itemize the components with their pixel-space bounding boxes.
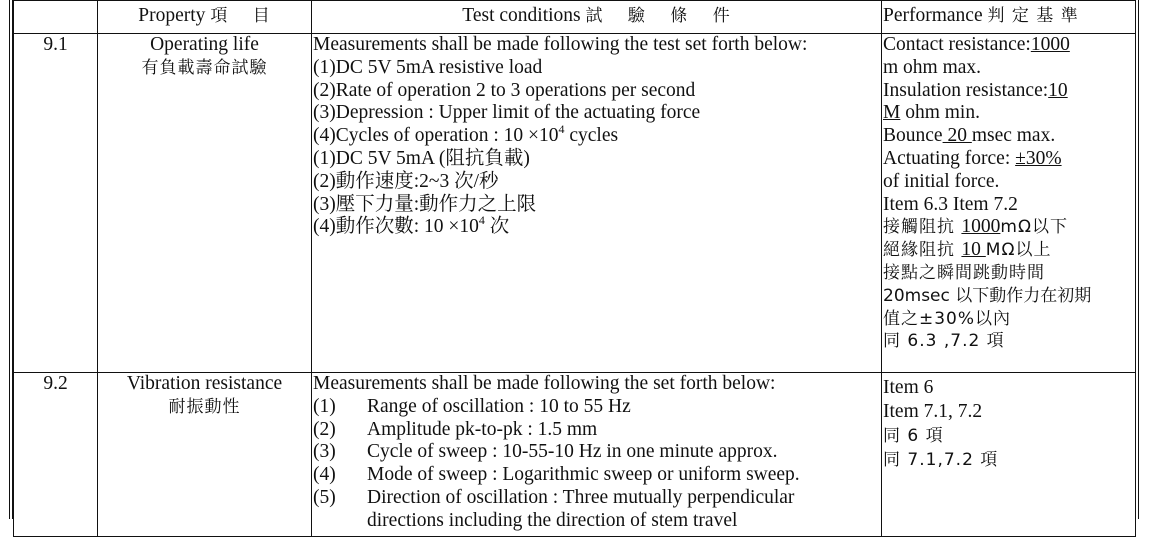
spec-table	[13, 0, 1136, 537]
perf-zh-contact	[883, 216, 1134, 239]
perf-zh-contact-value: 1000	[961, 216, 1001, 238]
perf-zh-insulation	[883, 239, 1134, 262]
test-cycles-prefix: (4)Cycles of operation : 10 ×10	[313, 125, 559, 147]
test-item-text: Range of oscillation : 10 to 55 Hz	[367, 395, 631, 417]
perf-contact-label: Contact resistance:	[883, 34, 1031, 55]
perf-insulation-value: 10	[1048, 79, 1068, 101]
header-property-zh: 項 目	[210, 6, 271, 26]
test-item	[313, 419, 880, 442]
header-performance-en: Performance	[883, 5, 983, 26]
perf-insulation-unit-rest: ohm min.	[900, 102, 980, 124]
test-item	[313, 487, 880, 510]
property-en: Operating life	[150, 34, 259, 55]
perf-zh-bounce: 接點之瞬間跳動時間	[883, 262, 1045, 283]
perf-zh-insul-value: 10	[961, 239, 986, 261]
test-item-number: (5)	[313, 486, 336, 508]
perf-zh-initial: 值之±30%以內	[883, 308, 1012, 329]
test-item-text: directions including the direction of stem travel	[367, 509, 738, 531]
test-zh-cycles-prefix: (4)動作次數: 10 ×10	[313, 216, 479, 238]
property-cell	[98, 373, 312, 537]
spec-table-frame	[9, 0, 1139, 531]
perf-zh-contact-unit: mΩ以下	[1000, 217, 1068, 238]
property-cell	[98, 34, 312, 373]
test-cycles-line	[313, 122, 880, 148]
perf-contact-value: 1000	[1030, 34, 1070, 55]
header-test	[312, 1, 882, 34]
test-item	[313, 510, 880, 533]
perf-bounce-value: 20	[942, 125, 972, 147]
perf-line: 同 7.1,7.2 項	[883, 450, 999, 470]
perf-zh-insul-label: 絕緣阻抗	[883, 240, 962, 261]
test-item-number: (4)	[313, 464, 336, 486]
property-zh: 耐振動性	[168, 396, 241, 417]
perf-zh-same: 同 6.3 ,7.2 項	[883, 331, 1005, 352]
test-zh-line: (1)DC 5V 5mA (阻抗負載)	[313, 147, 530, 169]
header-performance-zh: 判 定 基 準	[987, 6, 1079, 26]
item-number: 9.1	[14, 34, 98, 373]
perf-line: 同 6 項	[883, 426, 944, 446]
test-line: (2)Rate of operation 2 to 3 operations per second	[313, 79, 696, 101]
test-conditions-cell	[312, 34, 882, 373]
property-zh: 有負載壽命試驗	[141, 57, 268, 78]
perf-line: Item 6	[883, 377, 934, 398]
header-performance	[882, 1, 1136, 34]
test-item-number: (1)	[313, 395, 336, 417]
test-conditions-cell	[312, 373, 882, 537]
header-property-en: Property	[138, 5, 206, 26]
test-zh-line: (2)動作速度:2~3 次/秒	[313, 170, 499, 192]
header-test-en: Test conditions	[462, 5, 581, 26]
performance-cell	[882, 34, 1136, 373]
test-item-number: (2)	[313, 418, 336, 440]
perf-zh-insul-unit: MΩ以上	[985, 240, 1052, 261]
perf-bounce-label: Bounce	[883, 125, 943, 147]
test-item	[313, 396, 880, 419]
test-zh-cycles-line	[313, 213, 880, 239]
perf-items: Item 6.3 Item 7.2	[883, 193, 1018, 215]
perf-contact-unit: m ohm max.	[883, 56, 982, 78]
test-zh-line: (3)壓下力量:動作力之上限	[313, 193, 537, 215]
test-cycles-suffix: cycles	[564, 125, 619, 147]
table-row	[14, 373, 1136, 537]
test-item-text: Cycle of sweep : 10-55-10 Hz in one minute approx.	[367, 441, 778, 463]
perf-contact	[883, 34, 1134, 57]
test-intro: Measurements shall be made following the set forth below:	[313, 373, 776, 394]
perf-actuating-label: Actuating force:	[883, 147, 1016, 169]
perf-bounce-unit: msec max.	[971, 125, 1056, 147]
performance-cell	[882, 373, 1136, 537]
test-line: (3)Depression : Upper limit of the actuating force	[313, 102, 701, 124]
test-zh-cycles-exp: 4	[478, 213, 485, 228]
test-item-text: Direction of oscillation : Three mutually perpendicular	[367, 486, 795, 508]
property-en: Vibration resistance	[126, 373, 283, 394]
perf-actuating-rest: of initial force.	[883, 170, 1000, 192]
header-test-zh: 試 驗 條 件	[585, 6, 731, 26]
test-line: Measurements shall be made following the test set forth below:	[313, 34, 808, 55]
perf-zh-bounce2: 20msec 以下動作力在初期	[883, 285, 1092, 306]
perf-insulation-unit	[883, 102, 1134, 125]
perf-actuating	[883, 148, 1134, 171]
test-zh-cycles-suffix: 次	[484, 216, 510, 238]
table-row	[14, 34, 1136, 373]
test-item-text: Amplitude pk-to-pk : 1.5 mm	[367, 418, 598, 440]
perf-bounce	[883, 125, 1134, 148]
item-number: 9.2	[14, 373, 98, 537]
header-row	[14, 1, 1136, 34]
perf-insulation-label: Insulation resistance:	[883, 79, 1049, 101]
perf-insulation	[883, 80, 1134, 103]
header-property	[98, 1, 312, 34]
test-item-number: (3)	[313, 441, 336, 463]
perf-line: Item 7.1, 7.2	[883, 401, 983, 422]
test-item-text: Mode of sweep : Logarithmic sweep or uniform sweep.	[367, 464, 800, 486]
perf-insulation-unit-m: M	[883, 102, 901, 124]
test-item	[313, 441, 880, 464]
test-cycles-exp: 4	[558, 122, 565, 137]
perf-zh-contact-label: 接觸阻抗	[883, 217, 962, 238]
test-item	[313, 464, 880, 487]
header-no	[14, 1, 98, 34]
perf-actuating-value: ±30%	[1015, 147, 1062, 169]
test-line: (1)DC 5V 5mA resistive load	[313, 56, 543, 78]
